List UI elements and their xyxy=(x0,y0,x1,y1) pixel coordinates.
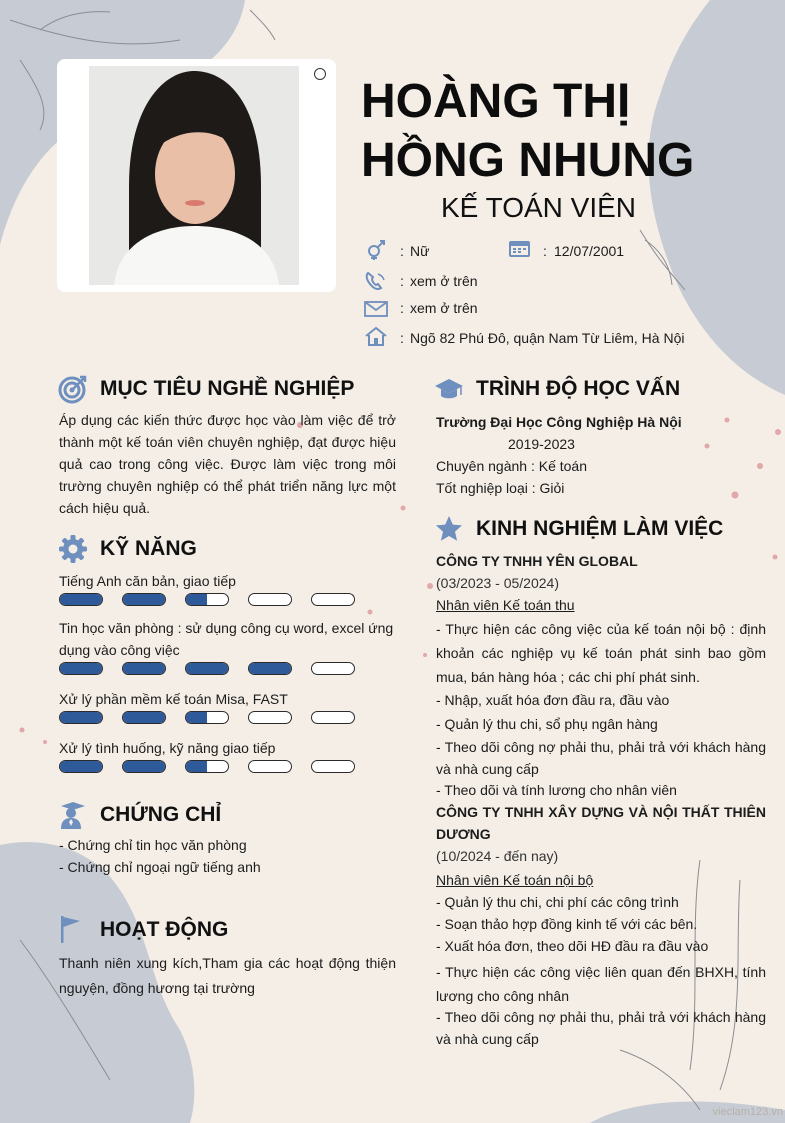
objective-title: MỤC TIÊU NGHỀ NGHIỆP xyxy=(100,377,355,400)
star-icon xyxy=(434,514,464,549)
flag-icon xyxy=(58,914,88,949)
objective-text: Áp dụng các kiến thức được học vào làm việc để trở thành một kế toán viên chuyên nghiệp, đạt được hiệu quả cao trong công việc. Được làm việc trong môi trường chuyên nghiệp có thể phát triển năng lực một cách hiệu quả. xyxy=(59,412,396,516)
job-duty: - Nhập, xuất hóa đơn đầu ra, đầu vào xyxy=(436,692,670,708)
job-duty: - Thực hiện các công việc liên quan đến BHXH, tính lương cho công nhân xyxy=(436,964,766,1004)
education-major: Chuyên ngành : Kế toán xyxy=(436,458,588,474)
skill-level-pill xyxy=(248,760,292,773)
skill-level-pill xyxy=(248,593,292,606)
address-value: Ngõ 82 Phú Đô, quận Nam Từ Liêm, Hà Nội xyxy=(410,330,685,346)
job-duty: - Quản lý thu chi, chi phí các công trình xyxy=(436,894,679,910)
skill-level-pill xyxy=(311,711,355,724)
mail-icon xyxy=(364,299,388,324)
watermark: vieclam123.vn xyxy=(712,1106,783,1118)
company-name: CÔNG TY TNHH YÊN GLOBAL xyxy=(436,553,638,569)
gender-icon xyxy=(364,240,388,265)
certificates-title: CHỨNG CHỈ xyxy=(100,803,222,826)
dob-value: 12/07/2001 xyxy=(554,243,625,259)
job-duty: - Quản lý thu chi, sổ phụ ngân hàng xyxy=(436,716,658,732)
job-period: (10/2024 - đến nay) xyxy=(436,848,559,864)
skill-level-pill xyxy=(59,711,103,724)
certificate-item: - Chứng chỉ tin học văn phòng xyxy=(59,837,247,853)
skill-level-pill xyxy=(59,760,103,773)
skill-level-pill xyxy=(59,662,103,675)
skill-level-pill xyxy=(185,760,229,773)
skill-level-pill xyxy=(311,593,355,606)
email-value: xem ở trên xyxy=(410,300,478,316)
gender-value: Nữ xyxy=(410,243,430,259)
experience-title: KINH NGHIỆM LÀM VIỆC xyxy=(476,517,724,540)
skill-level-pill xyxy=(185,593,229,606)
skill-level-pill xyxy=(248,662,292,675)
skill-level-pill xyxy=(122,760,166,773)
phone-separator: : xyxy=(400,273,404,289)
skill-level-pill xyxy=(122,711,166,724)
calendar-icon xyxy=(508,238,532,263)
phone-value: xem ở trên xyxy=(410,273,478,289)
address-separator: : xyxy=(400,330,404,346)
job-duty: - Thực hiện các công việc của kế toán nội bộ : định khoản các nghiệp vụ kế toán phát sinh bao gồm mua, bán hàng hóa ; các chi phí phát sinh. xyxy=(436,621,766,685)
phone-icon xyxy=(364,271,388,296)
photo-corner-dot xyxy=(314,68,326,80)
skill-level-pill xyxy=(185,662,229,675)
graduation-cap-icon xyxy=(434,374,464,409)
dob-separator: : xyxy=(543,243,547,259)
company-name: CÔNG TY TNHH XÂY DỰNG VÀ NỘI THẤT THIÊN DƯƠNG xyxy=(436,804,766,842)
skill-level-pill xyxy=(311,662,355,675)
skill-label: Xử lý tình huống, kỹ năng giao tiếp xyxy=(59,740,276,756)
gear-icon xyxy=(58,534,88,569)
skill-level-pill xyxy=(122,593,166,606)
skill-level-pill xyxy=(59,593,103,606)
certificate-item: - Chứng chỉ ngoại ngữ tiếng anh xyxy=(59,859,261,875)
target-icon xyxy=(58,374,88,409)
skill-label: Xử lý phần mềm kế toán Misa, FAST xyxy=(59,691,288,707)
job-duty: - Xuất hóa đơn, theo dõi HĐ đầu ra đầu vào xyxy=(436,938,709,954)
skill-level-pill xyxy=(248,711,292,724)
job-duty: - Theo dõi công nợ phải thu, phải trả với khách hàng và nhà cung cấp xyxy=(436,739,766,777)
education-years: 2019-2023 xyxy=(508,436,575,452)
candidate-name: HOÀNG THỊ HỒNG NHUNG xyxy=(361,75,695,187)
email-separator: : xyxy=(400,300,404,316)
job-duty: - Theo dõi và tính lương cho nhân viên xyxy=(436,782,677,798)
job-title: KẾ TOÁN VIÊN xyxy=(440,192,637,223)
gender-separator: : xyxy=(400,243,404,259)
skill-label: Tiếng Anh căn bản, giao tiếp xyxy=(59,573,236,589)
skill-level-pill xyxy=(185,711,229,724)
skill-level-pill xyxy=(122,662,166,675)
job-position: Nhân viên Kế toán nội bộ xyxy=(436,872,594,888)
home-icon xyxy=(364,326,388,351)
graduate-icon xyxy=(58,800,88,835)
job-duty: - Soạn thảo hợp đồng kinh tế với các bên. xyxy=(436,916,698,932)
profile-photo xyxy=(89,66,299,285)
job-duty: - Theo dõi công nợ phải thu, phải trả với khách hàng và nhà cung cấp xyxy=(436,1009,766,1047)
skill-label: Tin học văn phòng : sử dụng công cụ word, excel ứng dụng vào công việc xyxy=(59,620,394,658)
skills-title: KỸ NĂNG xyxy=(100,537,197,560)
education-grade: Tốt nghiệp loại : Giỏi xyxy=(436,480,565,496)
job-period: (03/2023 - 05/2024) xyxy=(436,575,559,591)
job-position: Nhân viên Kế toán thu xyxy=(436,597,575,613)
skill-level-pill xyxy=(311,760,355,773)
school-name: Trường Đại Học Công Nghiệp Hà Nội xyxy=(436,414,682,430)
activities-title: HOẠT ĐỘNG xyxy=(100,918,229,941)
activities-text: Thanh niên xung kích,Tham gia các hoạt động thiện nguyện, đồng hương tại trường xyxy=(59,955,396,996)
education-title: TRÌNH ĐỘ HỌC VẤN xyxy=(476,377,681,400)
